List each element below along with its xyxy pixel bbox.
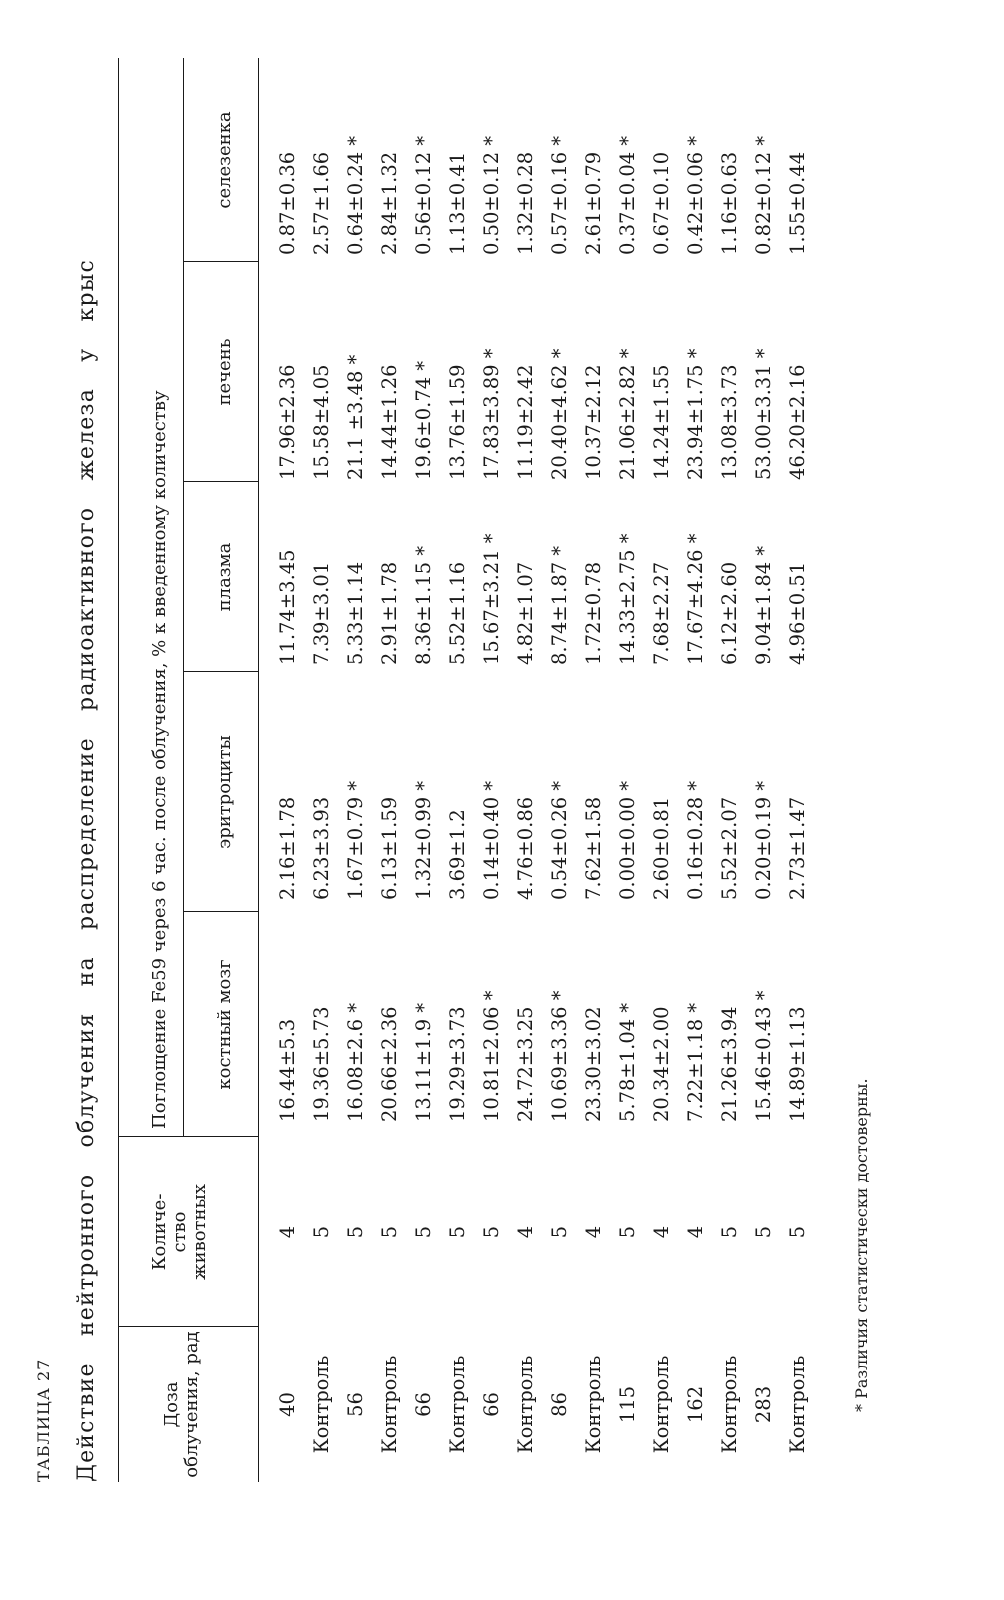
cell-bm: 24.72±3.25 (514, 1006, 537, 1122)
cell-er: 5.52±2.07 (718, 796, 741, 900)
cell-n: 5 (310, 1225, 333, 1239)
cell-sp: 0.42±0.06 * (684, 135, 707, 255)
cell-bm: 10.81±2.06 * (480, 990, 503, 1122)
cell-bm: 14.89±1.13 (786, 1006, 809, 1122)
cell-lv: 20.40±4.62 * (548, 348, 571, 480)
cell-pl: 9.04±1.84 * (752, 545, 775, 665)
cell-dose: 162 (684, 1385, 707, 1424)
cell-dose: 86 (548, 1392, 571, 1417)
cell-bm: 19.36±5.73 (310, 1006, 333, 1122)
cell-sp: 2.61±0.79 (582, 151, 605, 255)
cell-bm: 13.11±1.9 * (412, 1002, 435, 1122)
cell-pl: 5.52±1.16 (446, 561, 469, 665)
cell-lv: 14.24±1.55 (650, 364, 673, 480)
cell-n: 5 (344, 1225, 367, 1239)
cell-bm: 20.34±2.00 (650, 1006, 673, 1122)
cell-er: 7.62±1.58 (582, 796, 605, 900)
cell-pl: 8.74±1.87 * (548, 545, 571, 665)
group-rule (183, 58, 184, 1137)
cell-sp: 0.56±0.12 * (412, 135, 435, 255)
cell-bm: 5.78±1.04 * (616, 1002, 639, 1122)
cell-n: 5 (752, 1225, 775, 1239)
cell-pl: 8.36±1.15 * (412, 545, 435, 665)
header-group-text: Поглощение Fe59 через 6 час. после облучения, % к введенному количеству (149, 390, 170, 1129)
cell-sp: 0.82±0.12 * (752, 135, 775, 255)
cell-sp: 2.84±1.32 (378, 151, 401, 255)
header-animals: Количе- ство животных (149, 1184, 210, 1280)
cell-er: 0.14±0.40 * (480, 780, 503, 900)
cell-pl: 5.33±1.14 (344, 561, 367, 665)
cell-er: 6.13±1.59 (378, 796, 401, 900)
cell-n: 4 (684, 1225, 707, 1239)
cell-n: 5 (718, 1225, 741, 1239)
cell-dose: Контроль (310, 1355, 333, 1454)
cell-pl: 11.74±3.45 (276, 549, 299, 665)
cell-lv: 13.76±1.59 (446, 364, 469, 480)
cell-dose: 66 (412, 1392, 435, 1417)
cell-n: 4 (582, 1225, 605, 1239)
cell-sp: 1.32±0.28 (514, 151, 537, 255)
header-absorption-group (150, 58, 170, 1137)
cell-er: 6.23±3.93 (310, 796, 333, 900)
cell-dose: Контроль (446, 1355, 469, 1454)
cell-n: 5 (548, 1225, 571, 1239)
cell-lv: 15.58±4.05 (310, 364, 333, 480)
cell-sp: 0.57±0.16 * (548, 135, 571, 255)
cell-lv: 13.08±3.73 (718, 364, 741, 480)
cell-dose: Контроль (514, 1355, 537, 1454)
cell-er: 2.60±0.81 (650, 796, 673, 900)
cell-dose: Контроль (650, 1355, 673, 1454)
cell-pl: 2.91±1.78 (378, 561, 401, 665)
header-dose: Доза облучения, рад (161, 1331, 202, 1478)
cell-bm: 16.44±5.3 (276, 1018, 299, 1122)
cell-lv: 21.1 ±3.48 * (344, 354, 367, 480)
cell-n: 4 (650, 1225, 673, 1239)
cell-er: 0.54±0.26 * (548, 780, 571, 900)
cell-bm: 7.22±1.18 * (684, 1002, 707, 1122)
cell-sp: 2.57±1.66 (310, 151, 333, 255)
cell-pl: 14.33±2.75 * (616, 533, 639, 665)
cell-pl: 7.39±3.01 (310, 561, 333, 665)
cell-n: 5 (616, 1225, 639, 1239)
cell-er: 0.16±0.28 * (684, 780, 707, 900)
cell-dose: 56 (344, 1392, 367, 1417)
cell-sp: 0.67±0.10 (650, 151, 673, 255)
cell-dose: Контроль (582, 1355, 605, 1454)
footnote: * Различия статистически достоверны. (852, 1078, 871, 1412)
cell-n: 5 (786, 1225, 809, 1239)
cell-lv: 17.96±2.36 (276, 364, 299, 480)
cell-dose: Контроль (786, 1355, 809, 1454)
cell-sp: 1.16±0.63 (718, 151, 741, 255)
cell-n: 5 (446, 1225, 469, 1239)
cell-pl: 4.96±0.51 (786, 561, 809, 665)
cell-dose: 115 (616, 1385, 639, 1424)
cell-bm: 19.29±3.73 (446, 1006, 469, 1122)
cell-sp: 0.64±0.24 * (344, 135, 367, 255)
cell-sp: 0.37±0.04 * (616, 135, 639, 255)
cell-bm: 23.30±3.02 (582, 1006, 605, 1122)
header-rule (258, 58, 259, 1482)
top-rule (118, 58, 119, 1482)
header-plasma: плазма (214, 542, 235, 612)
cell-n: 5 (480, 1225, 503, 1239)
cell-er: 1.32±0.99 * (412, 780, 435, 900)
cell-dose: Контроль (378, 1355, 401, 1454)
cell-sp: 1.13±0.41 (446, 151, 469, 255)
header-liver: печень (214, 338, 235, 406)
cell-lv: 10.37±2.12 (582, 364, 605, 480)
cell-bm: 15.46±0.43 * (752, 990, 775, 1122)
cell-lv: 21.06±2.82 * (616, 348, 639, 480)
cell-dose: 283 (752, 1385, 775, 1424)
cell-n: 5 (378, 1225, 401, 1239)
cell-bm: 16.08±2.6 * (344, 1002, 367, 1122)
cell-dose: Контроль (718, 1355, 741, 1454)
cell-bm: 10.69±3.36 * (548, 990, 571, 1122)
table-caption: Действие нейтронного облучения на распределение радиоактивного железа у крыс (74, 258, 99, 1482)
cell-n: 4 (276, 1225, 299, 1239)
cell-n: 4 (514, 1225, 537, 1239)
header-bone-marrow: костный мозг (214, 959, 235, 1090)
cell-bm: 21.26±3.94 (718, 1006, 741, 1122)
cell-dose: 66 (480, 1392, 503, 1417)
cell-lv: 11.19±2.42 (514, 364, 537, 480)
cell-lv: 46.20±2.16 (786, 364, 809, 480)
cell-pl: 17.67±4.26 * (684, 533, 707, 665)
cell-er: 2.16±1.78 (276, 796, 299, 900)
cell-er: 0.00±0.00 * (616, 780, 639, 900)
cell-er: 4.76±0.86 (514, 796, 537, 900)
cell-pl: 4.82±1.07 (514, 561, 537, 665)
cell-pl: 6.12±2.60 (718, 561, 741, 665)
cell-dose: 40 (276, 1392, 299, 1417)
cell-lv: 23.94±1.75 * (684, 348, 707, 480)
cell-sp: 0.87±0.36 (276, 151, 299, 255)
cell-sp: 1.55±0.44 (786, 151, 809, 255)
cell-lv: 19.6±0.74 * (412, 360, 435, 480)
cell-pl: 7.68±2.27 (650, 561, 673, 665)
cell-n: 5 (412, 1225, 435, 1239)
cell-pl: 15.67±3.21 * (480, 533, 503, 665)
header-erythrocytes: эритроциты (214, 735, 235, 849)
cell-pl: 1.72±0.78 (582, 561, 605, 665)
cell-lv: 53.00±3.31 * (752, 348, 775, 480)
header-spleen: селезенка (214, 111, 235, 209)
cell-sp: 0.50±0.12 * (480, 135, 503, 255)
table-label: ТАБЛИЦА 27 (34, 1358, 53, 1482)
cell-lv: 14.44±1.26 (378, 364, 401, 480)
cell-er: 3.69±1.2 (446, 809, 469, 900)
cell-er: 1.67±0.79 * (344, 780, 367, 900)
cell-er: 2.73±1.47 (786, 796, 809, 900)
cell-bm: 20.66±2.36 (378, 1006, 401, 1122)
cell-er: 0.20±0.19 * (752, 780, 775, 900)
cell-lv: 17.83±3.89 * (480, 348, 503, 480)
